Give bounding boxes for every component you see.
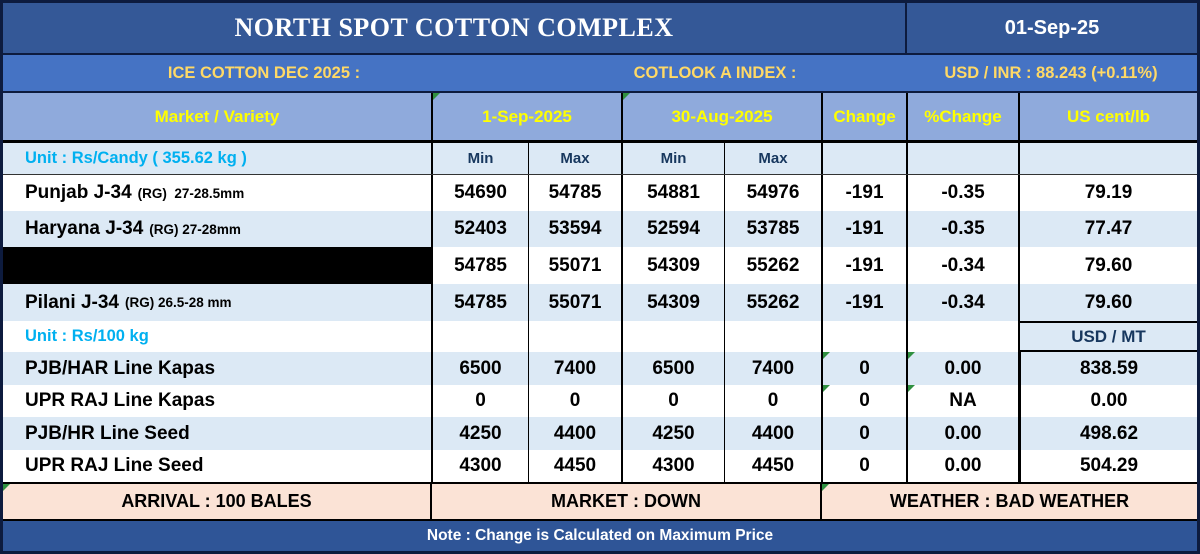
price-cell[interactable]: 4400 <box>724 417 821 450</box>
price-cell[interactable]: 4450 <box>528 450 621 482</box>
table-row-uprraj-kapas <box>3 385 1197 417</box>
table-row-pilani <box>3 284 1197 321</box>
unit-candy-row <box>3 143 1197 175</box>
variety-label[interactable]: UPR RAJ Line Kapas <box>25 390 216 411</box>
unit-100kg-row <box>3 321 1197 352</box>
price-cell[interactable]: 6500 <box>621 352 724 385</box>
header-date2-label: 30-Aug-2025 <box>671 106 773 126</box>
pchange-cell[interactable]: -0.34 <box>906 284 1018 321</box>
price-cell[interactable]: 54309 <box>621 284 724 321</box>
subheader-min1[interactable]: Min <box>431 143 528 174</box>
empty-cell[interactable] <box>821 321 906 352</box>
header-change[interactable]: Change <box>821 93 906 140</box>
subheader-min2[interactable]: Min <box>621 143 724 174</box>
uscent-cell[interactable]: 79.60 <box>1018 284 1197 321</box>
error-corner-icon <box>908 385 915 392</box>
empty-cell[interactable] <box>621 321 724 352</box>
price-cell[interactable]: 54881 <box>621 175 724 211</box>
header-date1-label: 1-Sep-2025 <box>482 106 572 126</box>
empty-cell[interactable] <box>724 321 821 352</box>
usdmt-cell[interactable]: 0.00 <box>1018 385 1197 417</box>
error-corner-icon <box>908 352 915 359</box>
subheader-max1[interactable]: Max <box>528 143 621 174</box>
price-cell[interactable]: 0 <box>431 385 528 417</box>
ice-cotton-label[interactable]: ICE COTTON DEC 2025 : <box>167 63 361 82</box>
change-value: 0 <box>859 390 870 411</box>
price-cell[interactable]: 54785 <box>528 175 621 211</box>
change-value: 0 <box>859 357 870 379</box>
pchange-cell[interactable] <box>906 352 1018 385</box>
variety-label[interactable] <box>3 211 431 247</box>
uscent-cell[interactable]: 79.60 <box>1018 247 1197 284</box>
usdmt-cell[interactable]: 498.62 <box>1018 417 1197 450</box>
table-row-punjab <box>3 175 1197 211</box>
variety-label[interactable]: PJB/HR Line Seed <box>25 422 190 444</box>
price-cell[interactable]: 0 <box>528 385 621 417</box>
variety-label[interactable] <box>3 284 431 321</box>
pchange-cell[interactable]: -0.34 <box>906 247 1018 284</box>
column-header-row <box>3 93 1197 143</box>
market-cell[interactable]: MARKET : DOWN <box>430 484 820 519</box>
note-text: Note : Change is Calculated on Maximum Price <box>426 527 774 544</box>
error-corner-icon <box>823 352 830 359</box>
price-cell[interactable]: 7400 <box>528 352 621 385</box>
usdmt-cell[interactable]: 838.59 <box>1018 352 1197 385</box>
price-cell[interactable]: 55071 <box>528 247 621 284</box>
price-cell[interactable]: 54785 <box>431 284 528 321</box>
variety-name: Punjab J-34 <box>25 182 132 203</box>
empty-cell[interactable] <box>528 321 621 352</box>
error-corner-icon <box>823 385 830 392</box>
price-cell[interactable]: 52594 <box>621 211 724 247</box>
price-cell[interactable]: 0 <box>621 385 724 417</box>
price-cell[interactable]: 4250 <box>621 417 724 450</box>
variety-label[interactable] <box>3 175 431 211</box>
variety-name: Haryana J-34 <box>25 218 144 239</box>
price-cell[interactable]: 7400 <box>724 352 821 385</box>
price-cell[interactable]: 0 <box>724 385 821 417</box>
pchange-cell[interactable]: 0.00 <box>906 450 1018 482</box>
error-corner-icon <box>623 93 630 100</box>
price-cell[interactable]: 4450 <box>724 450 821 482</box>
pchange-value: 0.00 <box>944 357 982 379</box>
usdmt-cell[interactable]: 504.29 <box>1018 450 1197 482</box>
variety-name: Pilani J-34 <box>25 291 119 313</box>
price-cell[interactable]: 55071 <box>528 284 621 321</box>
pchange-cell[interactable]: -0.35 <box>906 175 1018 211</box>
cotlook-index-label[interactable]: COTLOOK A INDEX : <box>633 63 797 82</box>
error-corner-icon <box>433 93 440 100</box>
report-date[interactable]: 01-Sep-25 <box>905 3 1197 53</box>
uscent-cell[interactable]: 77.47 <box>1018 211 1197 247</box>
header-market-variety[interactable]: Market / Variety <box>154 106 280 126</box>
table-row-uprraj-seed <box>3 450 1197 484</box>
weather-label: WEATHER : BAD WEATHER <box>889 491 1130 511</box>
variety-spec: (RG) 26.5-28 mm <box>125 295 232 310</box>
note-row <box>3 521 1197 551</box>
price-cell[interactable]: 53785 <box>724 211 821 247</box>
unit-candy-label[interactable]: Unit : Rs/Candy ( 355.62 kg ) <box>25 149 247 167</box>
change-cell[interactable]: -191 <box>821 247 906 284</box>
change-cell[interactable]: -191 <box>821 284 906 321</box>
error-corner-icon <box>822 484 829 491</box>
unit-100kg-label[interactable]: Unit : Rs/100 kg <box>25 327 149 345</box>
usd-inr-rate[interactable]: USD / INR : 88.243 (+0.11%) <box>944 63 1158 82</box>
usd-mt-header[interactable]: USD / MT <box>1018 321 1197 352</box>
subheader-empty-uscent[interactable] <box>1018 143 1197 174</box>
pchange-cell[interactable] <box>906 385 1018 417</box>
table-row-pjbhr-seed <box>3 417 1197 450</box>
change-cell[interactable] <box>821 385 906 417</box>
variety-spec: (RG) 27-28.5mm <box>137 185 245 201</box>
weather-cell[interactable] <box>820 484 1197 519</box>
arrival-cell[interactable] <box>3 484 430 519</box>
price-cell[interactable]: 4300 <box>431 450 528 482</box>
subheader-empty-pchange[interactable] <box>906 143 1018 174</box>
empty-cell[interactable] <box>906 321 1018 352</box>
price-cell[interactable]: 54309 <box>621 247 724 284</box>
empty-cell[interactable] <box>431 321 528 352</box>
subheader-max2[interactable]: Max <box>724 143 821 174</box>
header-us-cent[interactable]: US cent/lb <box>1018 93 1197 140</box>
info-row <box>3 55 1197 93</box>
summary-row <box>3 484 1197 521</box>
table-row-haryana <box>3 211 1197 247</box>
price-cell[interactable]: 4300 <box>621 450 724 482</box>
subheader-empty-change[interactable] <box>821 143 906 174</box>
table-row-redacted <box>3 247 1197 284</box>
header-date-1sep[interactable] <box>431 93 621 140</box>
change-cell[interactable]: -191 <box>821 211 906 247</box>
pchange-cell[interactable]: 0.00 <box>906 417 1018 450</box>
header-date-30aug[interactable] <box>621 93 821 140</box>
table-row-pjbhar-kapas <box>3 352 1197 385</box>
pchange-value: NA <box>949 390 977 411</box>
price-cell[interactable]: 6500 <box>431 352 528 385</box>
price-cell[interactable]: 4250 <box>431 417 528 450</box>
page-title: NORTH SPOT COTTON COMPLEX <box>234 13 674 42</box>
price-cell[interactable]: 54976 <box>724 175 821 211</box>
price-cell[interactable]: 53594 <box>528 211 621 247</box>
price-cell[interactable]: 54690 <box>431 175 528 211</box>
arrival-label: ARRIVAL : 100 BALES <box>121 491 312 511</box>
change-cell[interactable]: -191 <box>821 175 906 211</box>
change-cell[interactable]: 0 <box>821 417 906 450</box>
pchange-cell[interactable]: -0.35 <box>906 211 1018 247</box>
change-cell[interactable] <box>821 352 906 385</box>
change-cell[interactable]: 0 <box>821 450 906 482</box>
variety-label[interactable]: UPR RAJ Line Seed <box>25 455 204 476</box>
error-corner-icon <box>3 484 10 491</box>
variety-spec: (RG) 27-28mm <box>149 221 241 237</box>
price-cell[interactable]: 55262 <box>724 284 821 321</box>
variety-label[interactable]: PJB/HAR Line Kapas <box>25 357 216 379</box>
price-cell[interactable]: 55262 <box>724 247 821 284</box>
title-row <box>3 3 1197 55</box>
redacted-variety-label[interactable] <box>3 247 431 284</box>
price-cell[interactable]: 54785 <box>431 247 528 284</box>
price-cell[interactable]: 4400 <box>528 417 621 450</box>
price-cell[interactable]: 52403 <box>431 211 528 247</box>
header-pchange[interactable]: %Change <box>906 93 1018 140</box>
uscent-cell[interactable]: 79.19 <box>1018 175 1197 211</box>
